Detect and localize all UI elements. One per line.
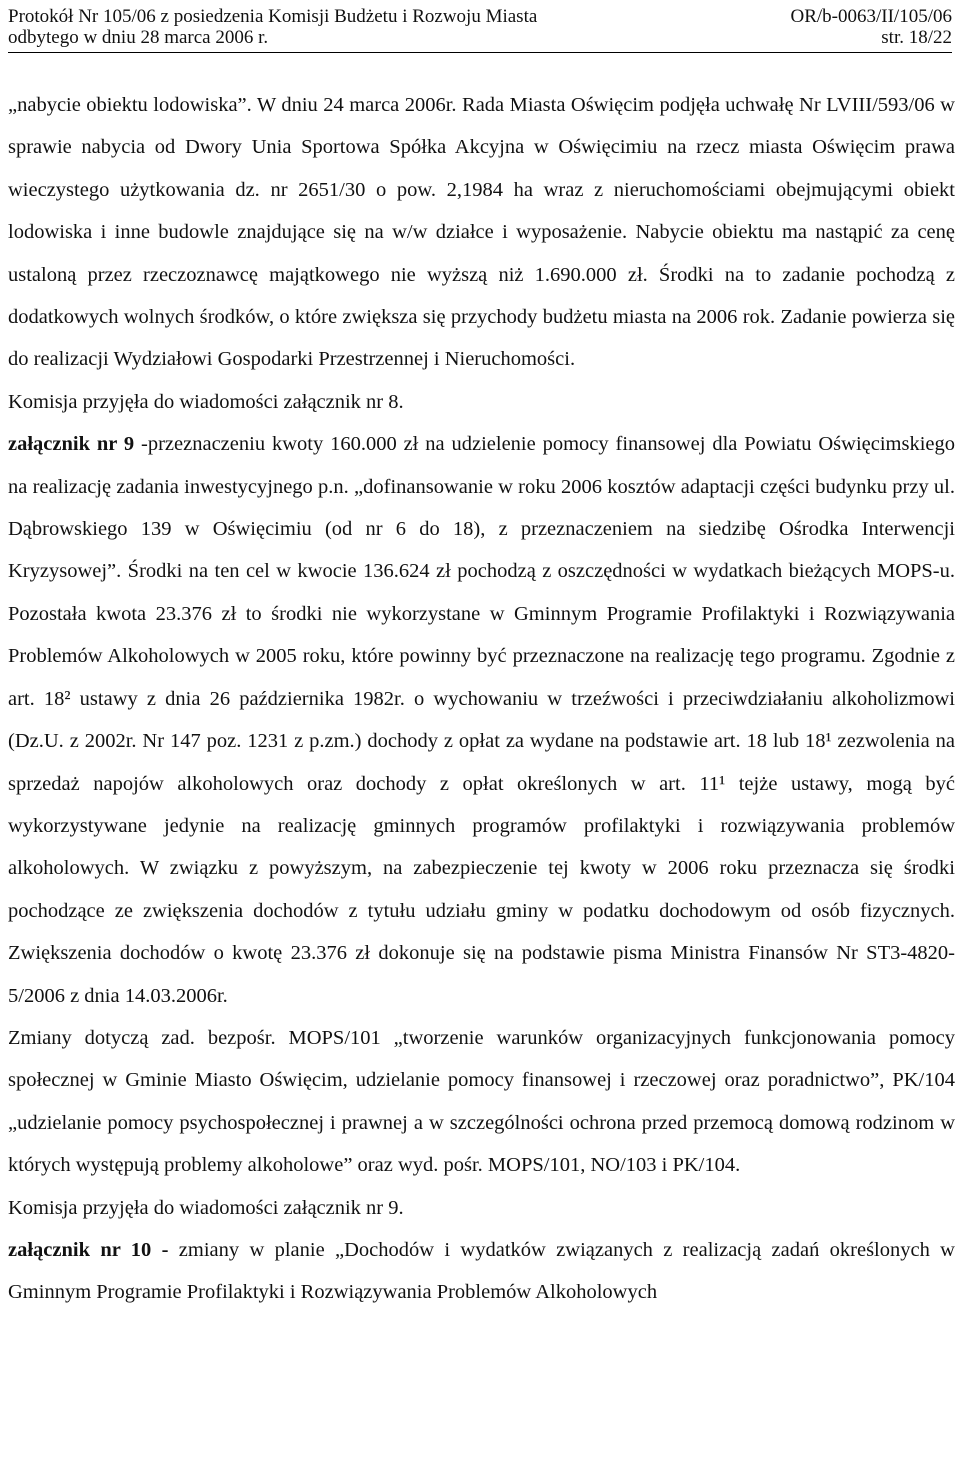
attachment-9-text: -przeznaczeniu kwoty 160.000 zł na udzielenie pomocy finansowej dla Powiatu Oświęcimskiego na realizację zadania inwestycyjnego p.n. „dofinansowanie w roku 2006 kosztów adaptacji części budynku przy ul. Dąbrowskiego 139 w Oświęcimiu (od nr 6 do 18), z przeznaczeniem na siedzibę Ośrodka Interwencji Kryzysowej”. Środki na ten cel w kwocie 136.624 zł pochodzą z oszczędności w wydatkach bieżących MOPS-u. Pozostała kwota 23.376 zł to środki nie wykorzystane w Gminnym Programie Profilaktyki i Rozwiązywania Problemów Alkoholowych w 2005 roku, które powinny być przeznaczone na realizację tego programu. Zgodnie z art. 18² ustawy z dnia 26 października 1982r. o wychowaniu w trzeźwości i przeciwdziałaniu alkoholizmowi (Dz.U. z 2002r. Nr 147 poz. 1231 z p.zm.) dochody z opłat za wydane na podstawie art. 18 lub 18¹ zezwolenia na sprzedaż napojów alkoholowych oraz dochody z opłat określonych w art. 11¹ tejże ustawy, mogą być wykorzystywane jedynie na realizację gminnych programów profilaktyki i rozwiązywania problemów alkoholowych. W związku z powyższym, na zabezpieczenie tej kwoty w 2006 roku przeznacza się środki pochodzące ze zwiększenia dochodów z tytułu udziału gminy w podatku dochodowym od osób fizycznych. Zwiększenia dochodów o kwotę 23.376 zł dokonuje się na podstawie pisma Ministra Finansów Nr ST3-4820-5/2006 z dnia 14.03.2006r. [8,433,955,1007]
header-row-2 [8,27,952,48]
document-title: Protokół Nr 105/06 z posiedzenia Komisji Budżetu i Rozwoju Miasta [8,6,538,27]
paragraph-attachment-10 [8,1229,955,1314]
meeting-date: odbytego w dniu 28 marca 2006 r. [8,27,269,48]
document-body [8,84,955,1314]
paragraph-changes: Zmiany dotyczą zad. bezpośr. MOPS/101 „tworzenie warunków organizacyjnych funkcjonowania pomocy społecznej w Gminie Miasto Oświęcim, udzielanie pomocy finansowej i rzeczowej oraz poradnictwo”, PK/104 „udzielanie pomocy psychospołecznej i prawnej a w szczególności ochrona przed przemocą domową rodzinom w których występują problemy alkoholowe” oraz wyd. pośr. MOPS/101, NO/103 i PK/104. [8,1026,955,1177]
page-header [8,6,952,53]
header-row-1 [8,6,952,27]
page-number: str. 18/22 [881,27,952,48]
attachment-9-heading: załącznik nr 9 [8,433,135,456]
attachment-10-heading: załącznik nr 10 - [8,1238,169,1261]
paragraph-commission-note-8: Komisja przyjęła do wiadomości załącznik nr 8. [8,390,404,413]
paragraph-attachment-9 [8,423,955,1017]
paragraph-commission-note-9: Komisja przyjęła do wiadomości załącznik nr 9. [8,1196,404,1219]
attachment-10-text: zmiany w planie „Dochodów i wydatków związanych z realizacją zadań określonych w Gminnym Programie Profilaktyki i Rozwiązywania Problemów Alkoholowych [8,1238,955,1304]
paragraph-lodowisko: „nabycie obiektu lodowiska”. W dniu 24 marca 2006r. Rada Miasta Oświęcim podjęła uchwałę Nr LVIII/593/06 w sprawie nabycia od Dwory Unia Sportowa Spółka Akcyjna w Oświęcimiu na rzecz miasta Oświęcim prawa wieczystego użytkowania dz. nr 2651/30 o pow. 2,1984 ha wraz z nieruchomościami obejmującymi obiekt lodowiska i inne budowle znajdujące się na w/w działce i wyposażenie. Nabycie obiektu ma nastąpić za cenę ustaloną przez rzeczoznawcę majątkowego nie wyższą niż 1.690.000 zł. Środki na to zadanie pochodzą z dodatkowych wolnych środków, o które zwiększa się przychody budżetu miasta na 2006 rok. Zadanie powierza się do realizacji Wydziałowi Gospodarki Przestrzennej i Nieruchomości. [8,94,955,371]
document-number: OR/b-0063/II/105/06 [790,6,952,27]
